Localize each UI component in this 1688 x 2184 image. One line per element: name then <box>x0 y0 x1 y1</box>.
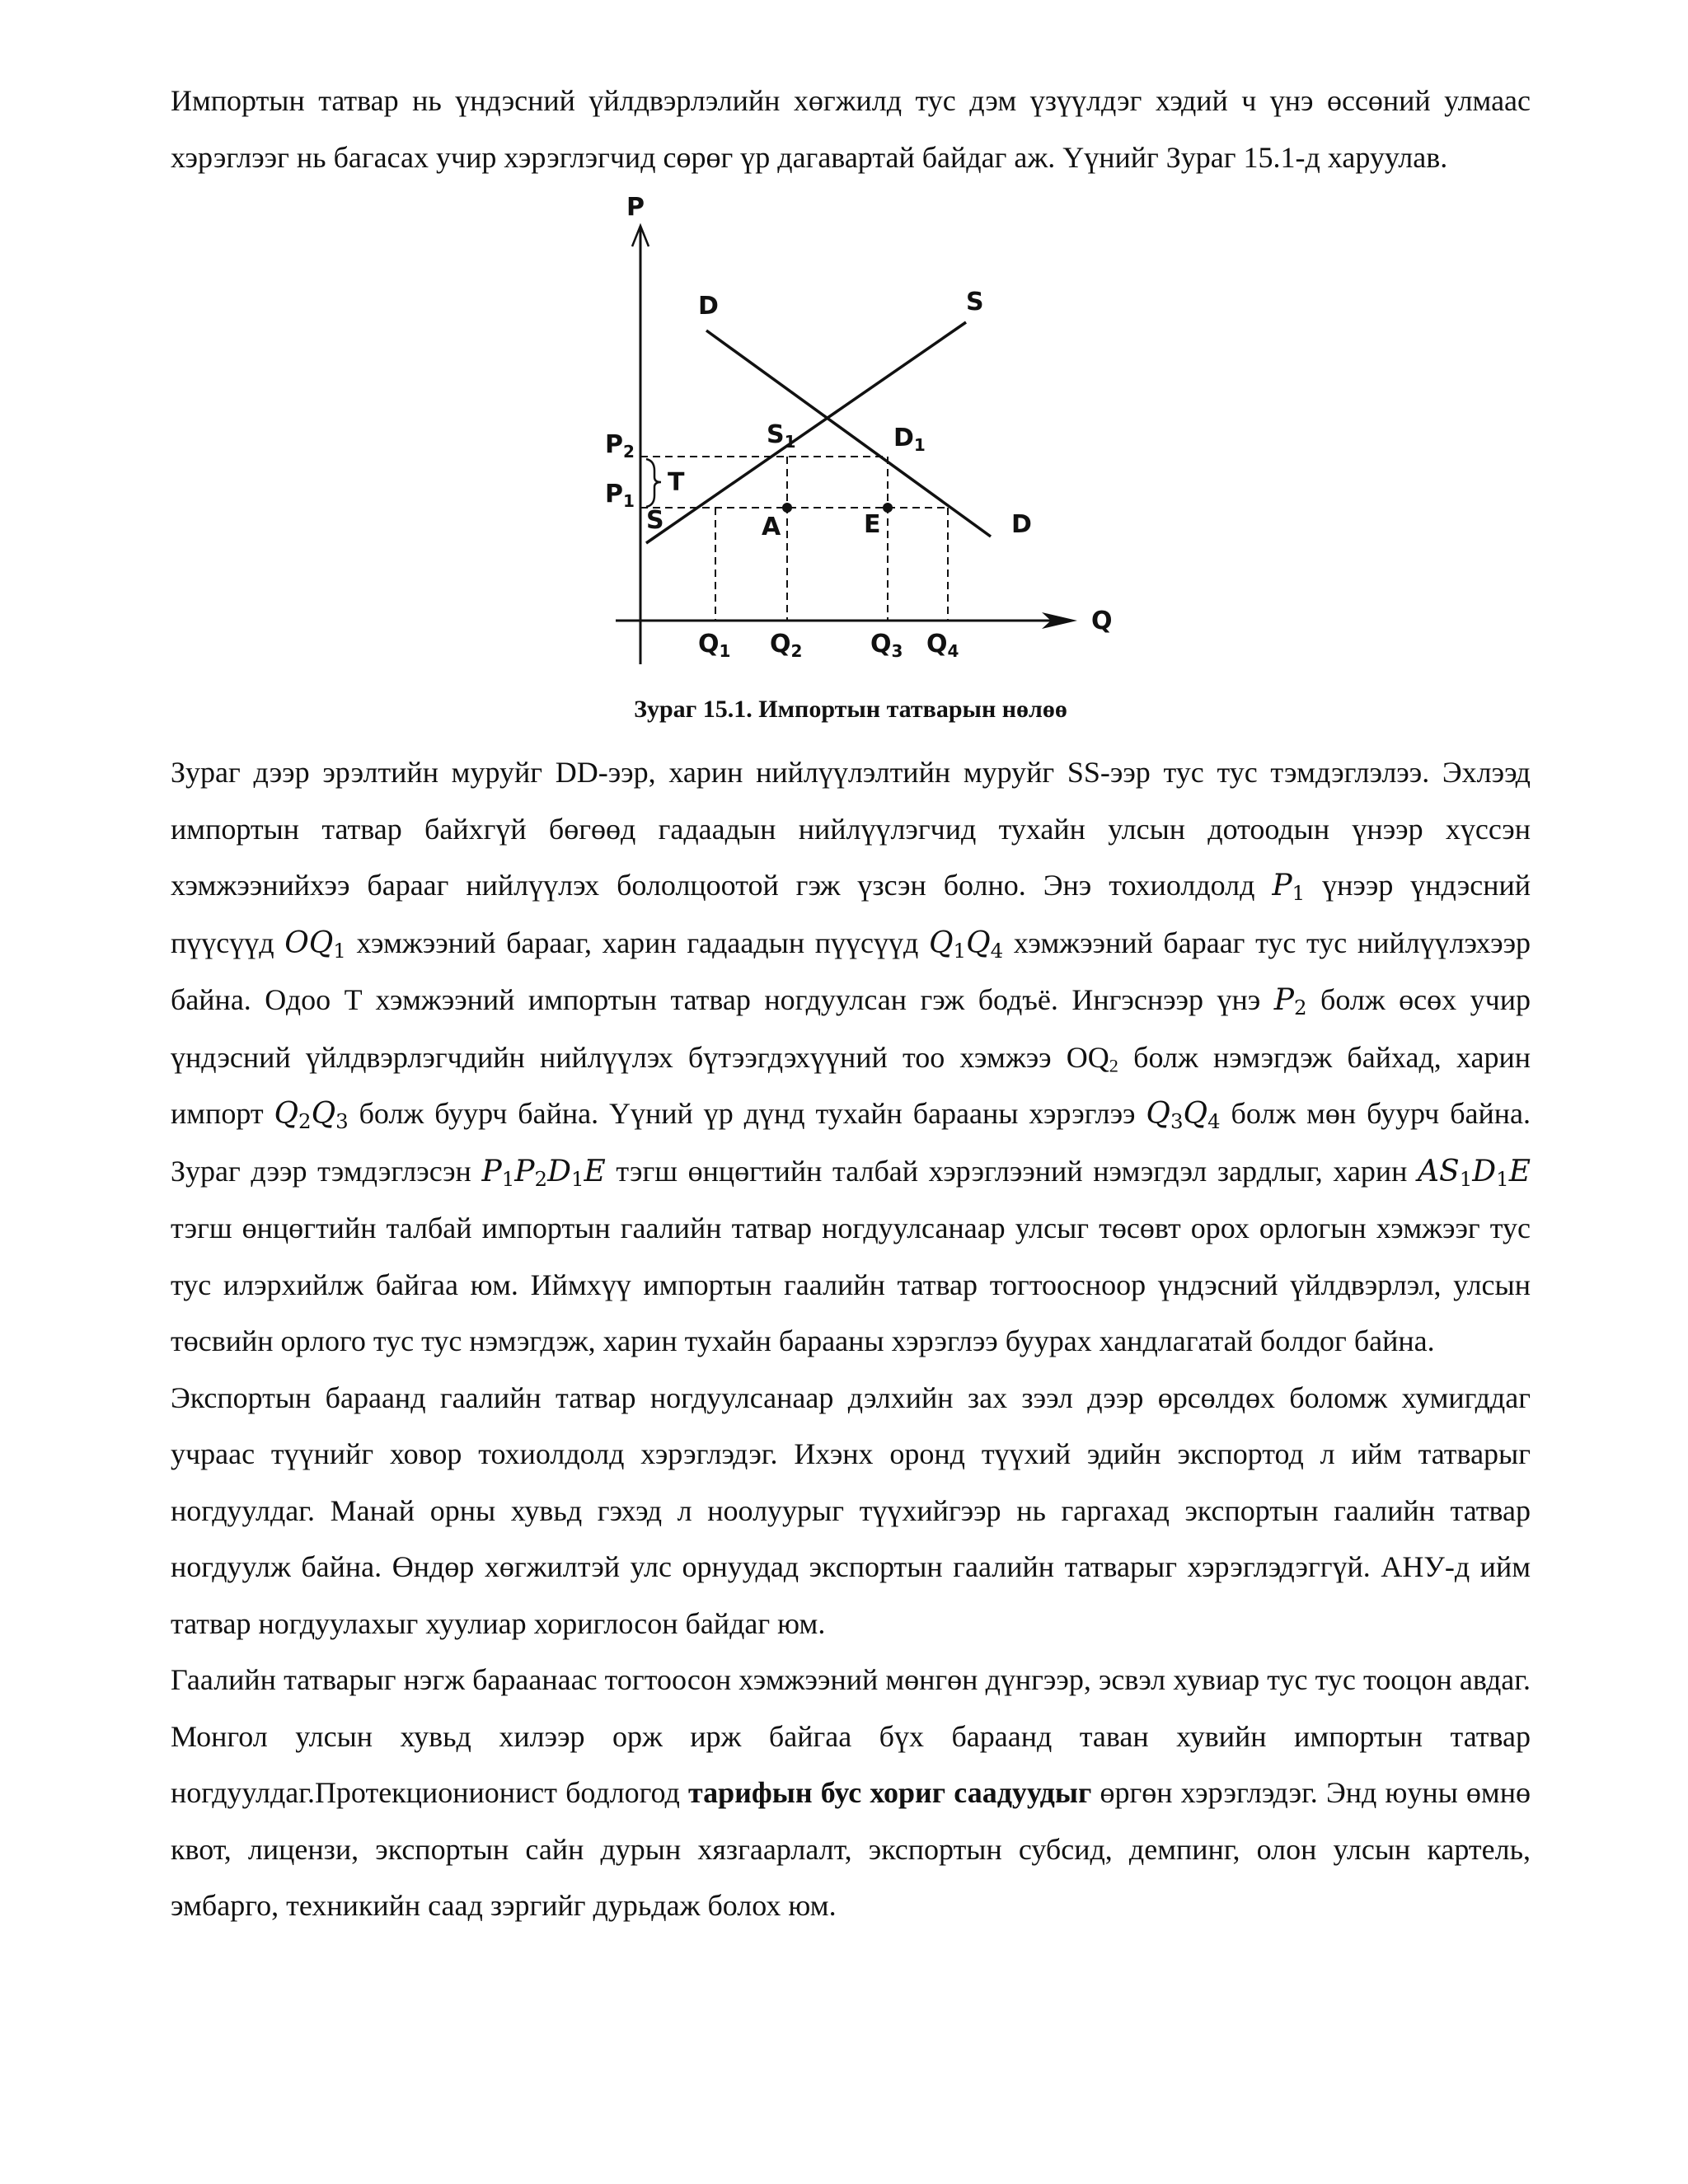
math-q2q3: $Q_2Q_3$ <box>274 1097 349 1134</box>
label-demand-bottom: D <box>1011 510 1032 539</box>
label-q2: $Q_2$ <box>770 630 803 661</box>
label-supply-top: S <box>966 288 984 316</box>
label-axis-q: Q <box>1091 607 1113 635</box>
math-q3q4: $Q_3Q_4$ <box>1146 1097 1221 1134</box>
label-q3: $Q_3$ <box>870 630 903 661</box>
label-p2: $P_2$ <box>605 430 635 462</box>
paragraph-explanation: Зураг дээр эрэлтийн муруйг DD-ээр, харин нийлүүлэлтийн муруйг SS-ээр тус тус тэмдэглэлээ. Эхлээд импортын татвар байхгүй бөгөөд гадаадын нийлүүлэгчид тухайн улсын дотоодын үнээр хүссэн хэмжээнийхээ барааг нийлүүлэх бололцоотой гэж үзсэн болно. Энэ тохиолдолд $P_1$ үнээр үндэсний пүүсүүд $OQ_1$ хэмжээний барааг, харин гадаадын пүүсүүд $Q_1Q_4$ хэмжээний барааг тус тус нийлүүлэхээр байна. Одоо T хэмжээний импортын татвар ногдуулсан гэж бодъё. Ингэснээр үнэ $P_2$ болж өсөх учир үндэсний үйлдвэрлэгчдийн нийлүүлэх бүтээгдэхүүний тоо хэмжээ OQ2 болж нэмэгдэж байхад, харин импорт $Q_2Q_3$ болж буурч байна. Үүний үр дүнд тухайн барааны хэрэглээ $Q_3Q_4$ болж мөн буурч байна. Зураг дээр тэмдэглэсэн $P_1P_2D_1E$ тэгш өнцөгтийн талбай хэрэглээний нэмэгдэл зардлыг, харин $AS_1D_1E$ тэгш өнцөгтийн талбай импортын гаалийн татвар ногдуулсанаар улсыг төсөвт орох орлогын хэмжээг тус тус илэрхийлж байгаа юм. Иймхүү импортын гаалийн татвар тогтоосноор үндэсний үйлдвэрлэл, улсын төсвийн орлого тус тус нэмэгдэж, харин тухайн барааны хэрэглээ буурах хандлагатай болдог байна. <box>171 756 1531 1357</box>
label-e: E <box>864 510 881 539</box>
bold-term: тарифын бус хориг саадуудыг <box>687 1776 1092 1809</box>
label-s1: $S_1$ <box>767 420 796 452</box>
supply-curve <box>646 322 966 543</box>
point-a <box>782 503 792 513</box>
supply-demand-diagram <box>554 190 1147 685</box>
label-axis-p: P <box>626 193 645 222</box>
demand-curve <box>706 330 991 537</box>
paragraph-non-tariff: Гаалийн татварыг нэгж бараанаас тогтоосон хэмжээний мөнгөн дүнгээр, эсвэл хувиар тус тус тооцон авдаг. Монгол улсын хувьд хилээр орж ирж байгаа бүх бараанд таван хувийн импортын татвар ногдуулдаг.Протекционионист бодлогод тарифын бус хориг саадуудыг өргөн хэрэглэдэг. Энд юуны өмнө квот, лицензи, экспортын сайн дурын хязгаарлалт, экспортын субсид, демпинг, олон улсын картель, эмбарго, техникийн саад зэргийг дурьдаж болох юм. <box>171 1663 1531 1922</box>
label-tariff-t: T <box>668 468 685 497</box>
label-a: A <box>762 513 781 541</box>
math-as1d1e: $AS_1D_1E$ <box>1418 1154 1531 1191</box>
math-q1q4: $Q_1Q_4$ <box>928 926 1004 963</box>
figure-caption: Зураг 15.1. Импортын татварын нөлөө <box>634 696 1067 723</box>
paragraph-intro: Импортын татвар нь үндэсний үйлдвэрлэлийн хөгжилд тус дэм үзүүлдэг хэдий ч үнэ өссөний улмаас хэрэглээг нь багасах учир хэрэглэгчид сөрөг үр дагавартай байдаг аж. Үүнийг Зураг 15.1-д харуулав. <box>171 84 1531 174</box>
math-p1: $P_1$ <box>1272 869 1306 906</box>
label-p1: $P_1$ <box>605 480 635 511</box>
label-supply-bottom: S <box>646 506 664 535</box>
label-demand-top: D <box>698 292 719 321</box>
label-q1: $Q_1$ <box>698 630 731 661</box>
document-page <box>171 73 1531 1934</box>
math-oq1: $OQ_1$ <box>284 926 346 963</box>
label-q4: $Q_4$ <box>926 630 959 661</box>
label-d1: $D_1$ <box>893 424 926 455</box>
paragraph-export-tariff: Экспортын бараанд гаалийн татвар ногдуулсанаар дэлхийн зах зээл дээр өрсөлдөх боломж хумигддаг учраас түүнийг ховор тохиолдолд хэрэглэдэг. Ихэнх оронд түүхий эдийн экспортод л ийм татварыг ногдуулдаг. Манай орны хувьд гэхэд л ноолуурыг түүхийгээр нь гаргахад экспортын гаалийн татвар ногдуулж байна. Өндөр хөгжилтэй улс орнуудад экспортын гаалийн татварыг хэрэглэдэггүй. АНУ-д ийм татвар ногдуулахыг хуулиар хориглосон байдаг юм. <box>171 1380 1531 1640</box>
dashed-guides <box>640 457 948 621</box>
figure-import-tariff <box>171 190 1531 744</box>
math-p2: $P_2$ <box>1273 983 1307 1020</box>
tariff-brace <box>646 459 661 507</box>
math-p1p2d1e: $P_1P_2D_1E$ <box>481 1154 606 1191</box>
point-e <box>883 503 893 513</box>
